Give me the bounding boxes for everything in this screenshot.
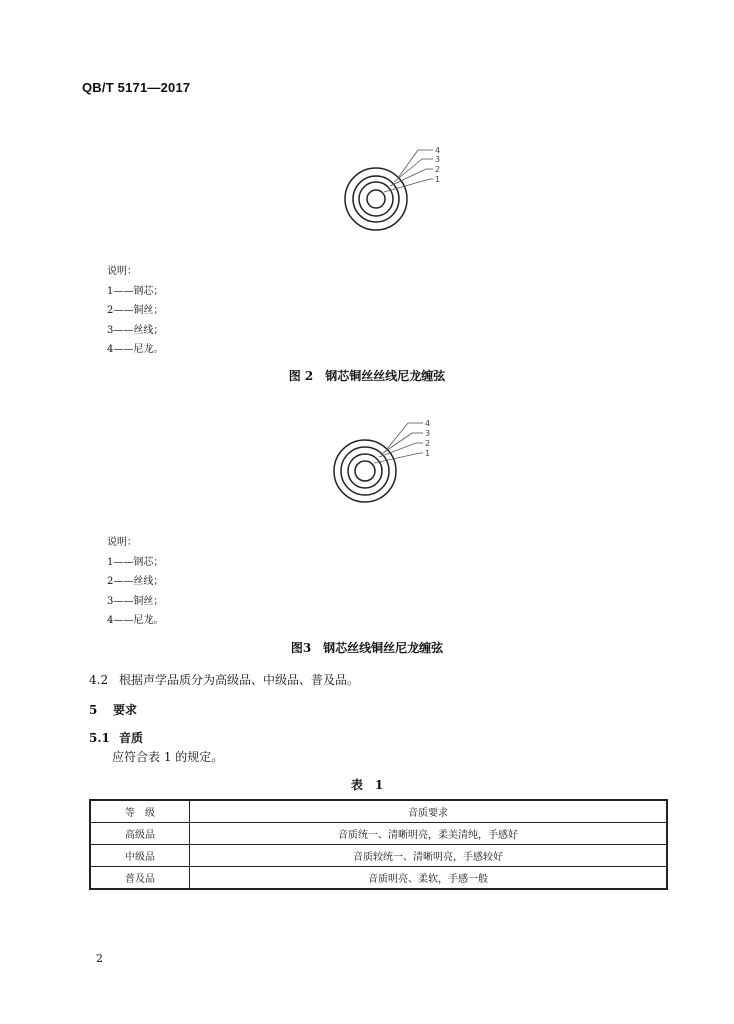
legend-item: 1——钢芯； <box>107 556 164 568</box>
legend-item: 4——尼龙。 <box>107 615 164 626</box>
legend-item: 2——铜丝； <box>107 305 164 316</box>
ring-silk <box>353 176 399 222</box>
ring-silk <box>348 454 382 488</box>
table-header-row <box>90 800 667 823</box>
ring-steel-core <box>355 461 375 481</box>
callout-4: 4 <box>435 146 441 155</box>
figure-3-legend <box>107 533 163 631</box>
clause-4-2 <box>89 671 359 688</box>
cell-requirement: 音质明亮、柔软，手感一般 <box>190 867 668 890</box>
table-1-title: 表 1 <box>350 778 384 792</box>
figure-3-diagram <box>330 420 450 516</box>
callout-1: 1 <box>425 449 431 458</box>
table-row <box>90 845 667 867</box>
header-requirement: 音质要求 <box>190 800 668 823</box>
cell-grade: 中级品 <box>90 845 190 867</box>
section-number: 5 <box>89 703 98 717</box>
ring-steel-core <box>367 190 385 208</box>
table-row <box>90 823 667 845</box>
legend-title: 说明： <box>107 266 137 277</box>
callout-3: 3 <box>435 155 441 164</box>
callout-2: 2 <box>435 165 441 174</box>
callout-3: 3 <box>425 429 431 438</box>
legend-item: 3——铜丝； <box>107 595 164 607</box>
ring-nylon <box>345 168 407 230</box>
legend-title: 说明： <box>107 537 137 548</box>
cell-grade: 普及品 <box>90 867 190 890</box>
cell-requirement: 音质较统一、清晰明亮，手感较好 <box>190 845 668 867</box>
table-1 <box>89 799 668 890</box>
cell-requirement: 音质统一、清晰明亮，柔美清纯，手感好 <box>190 823 668 845</box>
ring-copper <box>359 182 393 216</box>
page-number: 2 <box>96 952 103 965</box>
clause-number: 5.1 <box>89 731 110 745</box>
clause-5-1-text: 应符合表 1 的规定。 <box>112 750 224 764</box>
legend-item: 3——丝线； <box>107 324 164 336</box>
cell-grade: 高级品 <box>90 823 190 845</box>
callout-1: 1 <box>435 175 441 184</box>
clause-text: 根据声学品质分为高级品、中级品、普及品。 <box>119 673 360 687</box>
ring-nylon <box>334 440 396 502</box>
figure-3-caption: 图3 钢芯丝线铜丝尼龙缠弦 <box>290 641 444 655</box>
standard-code: QB/T 5171—2017 <box>82 80 191 95</box>
clause-5-1-heading <box>89 729 143 746</box>
figure-2-diagram <box>330 142 450 238</box>
section-title: 要求 <box>113 703 138 717</box>
legend-item: 1——钢芯； <box>107 285 164 297</box>
clause-number: 4.2 <box>89 673 109 687</box>
clause-title: 音质 <box>119 731 144 745</box>
figure-2-caption: 图 2 钢芯铜丝丝线尼龙缠弦 <box>288 369 446 383</box>
table-row <box>90 867 667 890</box>
legend-item: 4——尼龙。 <box>107 344 164 355</box>
legend-item: 2——丝线； <box>107 576 164 587</box>
section-5-heading <box>89 701 137 718</box>
callout-4: 4 <box>425 420 431 428</box>
figure-2-legend <box>107 262 163 360</box>
callout-2: 2 <box>425 439 431 448</box>
header-grade: 等 级 <box>90 800 190 823</box>
